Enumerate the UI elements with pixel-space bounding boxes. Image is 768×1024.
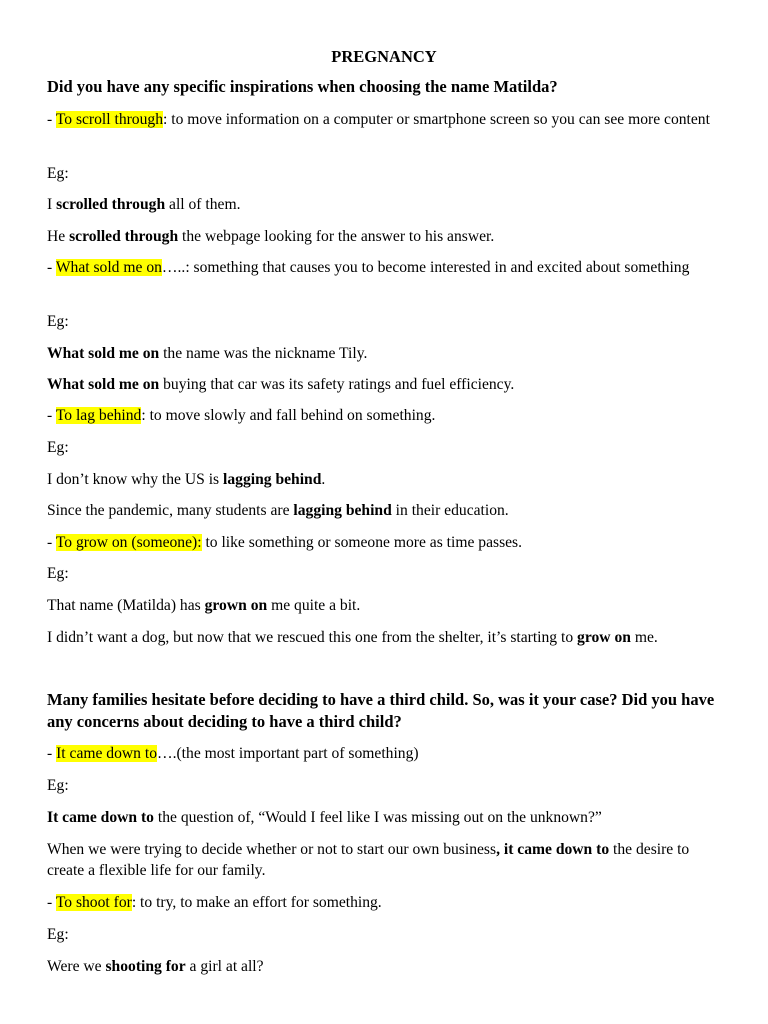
example-sentence: What sold me on buying that car was its safety ratings and fuel efficiency. [47,376,515,393]
example-sentence: When we were trying to decide whether or not to start our own business, it came down to the desire to create a flexible life for our family. [47,841,690,879]
question-2: Many families hesitate before deciding to have a third child. So, was it your case? Did you have any concerns about deciding to have a third child? [47,690,715,731]
highlighted-phrase: It came down to [56,745,157,762]
example-sentence: What sold me on the name was the nickname Tily. [47,345,368,362]
definition-line: - To grow on (someone): to like something or someone more as time passes. [47,534,523,551]
eg-label: Eg: [47,313,69,330]
definition-line: - To shoot for: to try, to make an effort for something. [47,894,382,911]
example-sentence: I don’t know why the US is lagging behind. [47,471,326,488]
eg-label: Eg: [47,565,69,582]
eg-label: Eg: [47,165,69,182]
page-title: PREGNANCY [331,47,437,66]
eg-label: Eg: [47,777,69,794]
definition-line: - To scroll through: to move information on a computer or smartphone screen so you can see more content [47,111,710,128]
example-sentence: He scrolled through the webpage looking for the answer to his answer. [47,228,495,245]
example-sentence: Since the pandemic, many students are lagging behind in their education. [47,502,509,519]
example-sentence: Were we shooting for a girl at all? [47,958,264,975]
highlighted-phrase: To grow on (someone): [55,534,202,551]
definition-line: - To lag behind: to move slowly and fall behind on something. [47,407,436,424]
question-1: Did you have any specific inspirations when choosing the name Matilda? [47,77,558,96]
example-sentence: I scrolled through all of them. [47,196,241,213]
highlighted-phrase: To lag behind [55,407,142,424]
definition-line: - What sold me on…..: something that causes you to become interested in and excited about something [47,259,690,276]
highlighted-phrase: To scroll through [55,111,163,128]
example-sentence: It came down to the question of, “Would I feel like I was missing out on the unknown?” [47,809,602,826]
example-sentence: That name (Matilda) has grown on me quite a bit. [47,597,361,614]
definition-line: - It came down to….(the most important part of something) [47,745,419,762]
highlighted-phrase: To shoot for [55,894,132,911]
eg-label: Eg: [47,439,69,456]
eg-label: Eg: [47,926,69,943]
example-sentence: I didn’t want a dog, but now that we rescued this one from the shelter, it’s starting to grow on me. [47,629,658,646]
highlighted-phrase: What sold me on [55,259,162,276]
